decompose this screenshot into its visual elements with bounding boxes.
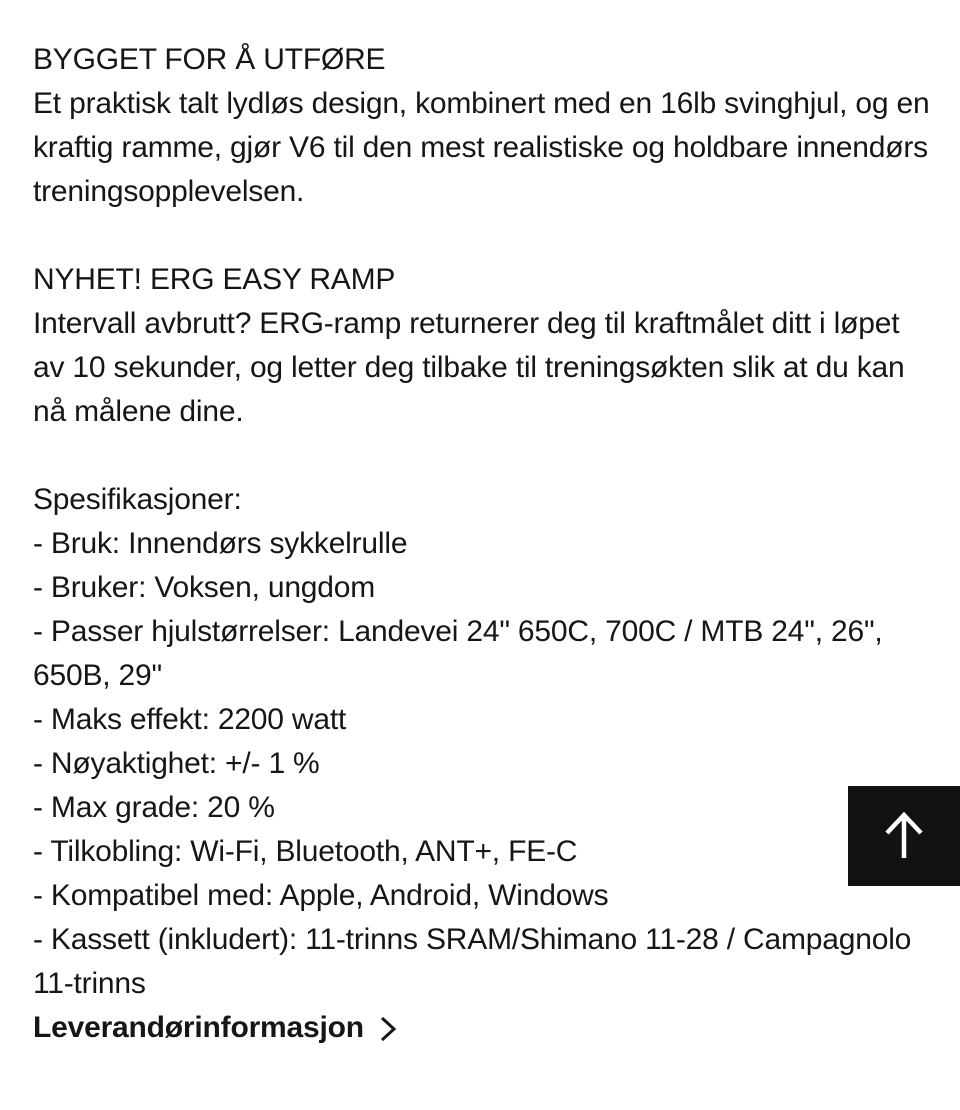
section-body: Intervall avbrutt? ERG-ramp returnerer deg til kraftmålet ditt i løpet av 10 sekunder, og letter deg tilbake til treningsøkten slik at du kan nå målene dine. [33,307,905,428]
section-heading: BYGGET FOR Å UTFØRE [33,43,386,76]
spec-item: - Max grade: 20 % [33,791,275,824]
spec-item: - Kompatibel med: Apple, Android, Windows [33,879,609,912]
spec-item: - Bruk: Innendørs sykkelrulle [33,527,408,560]
specs-list [33,522,932,1006]
spec-item: - Kassett (inkludert): 11-trinns SRAM/Shimano 11-28 / Campagnolo 11-trinns [33,923,912,1000]
section-erg-easy-ramp [33,258,932,434]
spec-item: - Maks effekt: 2200 watt [33,703,347,736]
section-built-to-perform [33,38,932,214]
supplier-info-link[interactable] [33,1006,398,1050]
specs-section [33,478,932,1006]
section-body: Et praktisk talt lydløs design, kombinert med en 16lb svinghjul, og en kraftig ramme, gjør V6 til den mest realistiske og holdbare innendørs treningsopplevelsen. [33,87,930,208]
arrow-up-icon [881,809,927,863]
spec-item: - Nøyaktighet: +/- 1 % [33,747,320,780]
supplier-info-label: Leverandørinformasjon [33,1011,364,1044]
section-heading: NYHET! ERG EASY RAMP [33,263,396,296]
specs-title: Spesifikasjoner: [33,483,242,516]
spec-item: - Passer hjulstørrelser: Landevei 24" 650C, 700C / MTB 24", 26", 650B, 29" [33,615,883,692]
scroll-to-top-button[interactable] [848,786,960,886]
spec-item: - Tilkobling: Wi-Fi, Bluetooth, ANT+, FE-C [33,835,578,868]
chevron-right-icon [378,1014,398,1044]
spec-item: - Bruker: Voksen, ungdom [33,571,376,604]
